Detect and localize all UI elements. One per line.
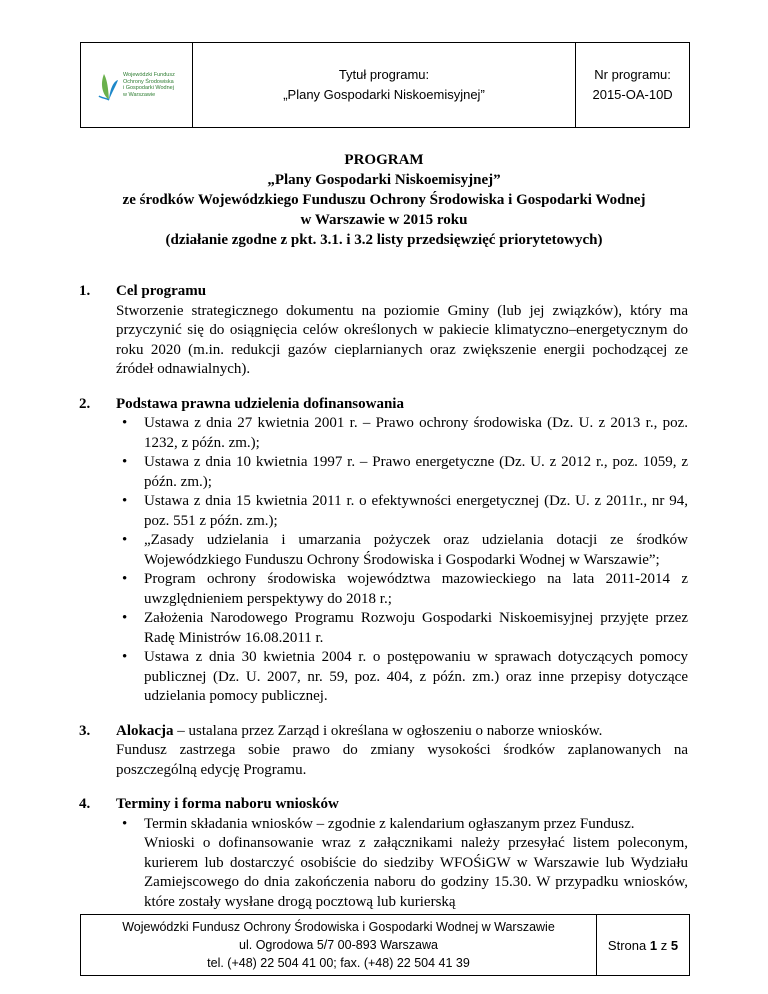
program-number-value: 2015-OA-10D	[592, 87, 673, 102]
section-title: Cel programu	[116, 283, 207, 299]
section-number: 3.	[79, 722, 91, 739]
section-text: Stworzenie strategicznego dokumentu na poziomie Gminy (lub jej związków), który ma przyczynić się do osiągnięcia celów określonych w pakiecie klimatyczno–energetycznym do roku 2020 (m.in. redukcji gazów cieplarnianych oraz zwiększenie energii pochodzącej ze źródeł odnawialnych).	[116, 302, 688, 377]
logo-line: Wojewódzki Fundusz	[122, 72, 175, 78]
list-item: • Ustawa z dnia 15 kwietnia 2011 r. o efektywności energetycznej (Dz. U. z 2011r., nr 94, poz. 551 z późn. zm.);	[116, 492, 688, 531]
footer-line: ul. Ogrodowa 5/7 00-893 Warszawa	[239, 938, 438, 952]
logo-text	[123, 72, 175, 98]
section-heading-line	[116, 722, 688, 742]
document-title	[60, 150, 708, 250]
title-line: w Warszawie w 2015 roku	[300, 212, 468, 228]
page-current: 1	[649, 937, 658, 953]
list-item: • Założenia Narodowego Programu Rozwoju Gospodarki Niskoemisyjnej przyjęte przez Radę Ministrów 16.08.2011 r.	[116, 609, 688, 648]
program-title-value: „Plany Gospodarki Niskoemisyjnej”	[283, 87, 485, 102]
title-line: „Plany Gospodarki Niskoemisyjnej”	[267, 172, 501, 188]
list-item: • Ustawa z dnia 30 kwietnia 2004 r. o postępowaniu w sprawach dotyczących pomocy publicznej (Dz. U. 2007, nr. 59, poz. 404, z późn. zm.) oraz inne przepisy dotyczące udzielania pomocy publicznej.	[116, 648, 688, 707]
title-line: ze środków Wojewódzkiego Funduszu Ochrony Środowiska i Gospodarki Wodnej	[122, 192, 646, 208]
program-title-label: Tytuł programu:	[338, 67, 430, 82]
section-number: 2.	[79, 395, 91, 412]
section-title: Alokacja	[116, 722, 174, 739]
page-prefix: Strona	[607, 937, 647, 953]
header-table	[80, 42, 690, 128]
list-item: • „Zasady udzielania i umarzania pożyczek oraz udzielania dotacji ze środków Wojewódzkiego Funduszu Ochrony Środowiska i Gospodarki Wodnej w Warszawie”;	[116, 531, 688, 570]
section-number: 1.	[79, 283, 91, 299]
logo-line: w Warszawie	[122, 91, 156, 98]
section-podstawa-prawna	[79, 395, 688, 707]
leaf-icon	[98, 68, 120, 102]
title-line: PROGRAM	[344, 152, 424, 168]
section-terminy	[79, 795, 688, 912]
terms-list	[116, 815, 688, 835]
page-total: 5	[670, 937, 679, 953]
program-title-cell	[193, 43, 576, 127]
page-sep: z	[660, 937, 668, 953]
section-text: Fundusz zastrzega sobie prawo do zmiany wysokości środków zaplanowanych na poszczególną edycję Programu.	[116, 742, 688, 778]
wfosigw-logo	[98, 68, 175, 102]
legal-basis-list	[116, 414, 688, 707]
logo-cell	[81, 43, 193, 127]
section-text: Wnioski o dofinansowanie wraz z załącznikami należy przesyłać listem poleconym, kurierem lub dostarczyć osobiście do siedziby WFOŚiGW w Warszawie lub Wydziału Zamiejscowego do dnia zakończenia naboru do godziny 15.30. W przypadku wniosków, które zostały wysłane drogą pocztową lub kurierską	[144, 835, 688, 910]
logo-line: i Gospodarki Wodnej	[122, 85, 174, 91]
program-number-cell	[576, 43, 689, 127]
list-item: • Termin składania wniosków – zgodnie z kalendarium ogłaszanym przez Fundusz.	[116, 815, 688, 835]
footer-address	[81, 915, 597, 975]
list-item: • Ustawa z dnia 10 kwietnia 1997 r. – Prawo energetyczne (Dz. U. z 2012 r., poz. 1059, z późn. zm.);	[116, 453, 688, 492]
footer-table	[80, 914, 690, 976]
list-item: • Program ochrony środowiska województwa mazowieckiego na lata 2011-2014 z uwzględnieniem perspektywy do 2018 r.;	[116, 570, 688, 609]
section-title-rest: – ustalana przez Zarząd i określana w ogłoszeniu o naborze wniosków.	[173, 722, 603, 739]
section-number: 4.	[79, 796, 91, 812]
document-body	[79, 282, 688, 927]
section-title: Terminy i forma naboru wniosków	[116, 796, 339, 812]
page-number	[597, 915, 689, 975]
footer-line: tel. (+48) 22 504 41 00; fax. (+48) 22 504 41 39	[207, 956, 470, 970]
footer-line: Wojewódzki Fundusz Ochrony Środowiska i Gospodarki Wodnej w Warszawie	[122, 920, 555, 934]
title-line: (działanie zgodne z pkt. 3.1. i 3.2 listy przedsięwzięć priorytetowych)	[165, 232, 603, 248]
section-cel-programu	[79, 282, 688, 380]
section-alokacja	[79, 722, 688, 781]
logo-line: Ochrony Środowiska	[122, 78, 174, 85]
program-number-label: Nr programu:	[594, 67, 671, 82]
section-title: Podstawa prawna udzielenia dofinansowania	[116, 395, 404, 412]
list-item: • Ustawa z dnia 27 kwietnia 2001 r. – Prawo ochrony środowiska (Dz. U. z 2013 r., poz. 1232, z późn. zm.);	[116, 414, 688, 453]
